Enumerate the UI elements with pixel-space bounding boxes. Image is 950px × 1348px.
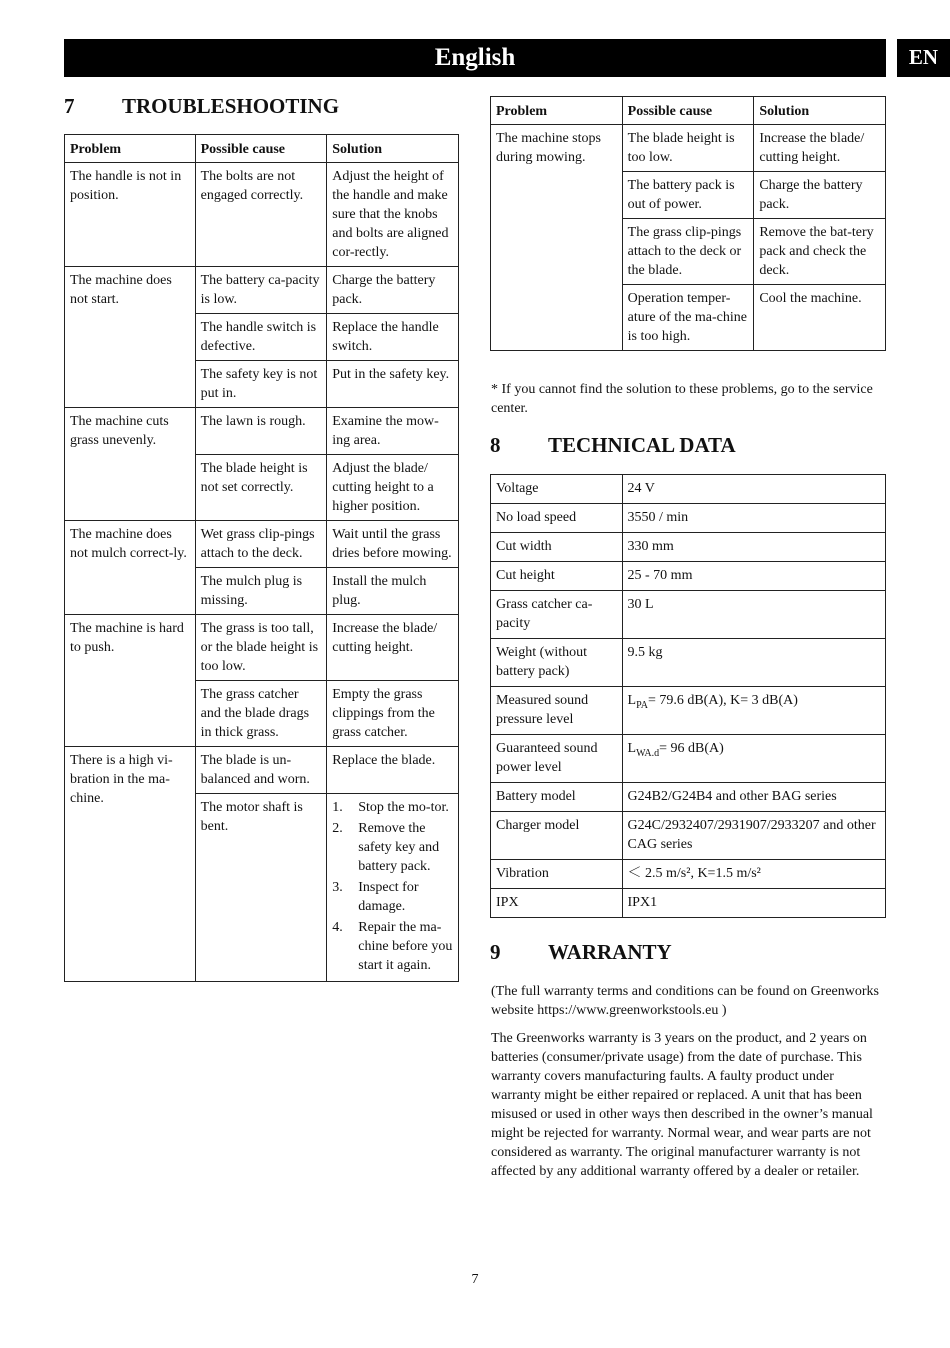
solution-cell — [327, 794, 459, 982]
spec-value: 30 L — [622, 591, 885, 639]
step-number: 1. — [332, 800, 343, 815]
table-row — [491, 591, 886, 639]
solution-cell: Increase the blade/ cutting height. — [327, 615, 459, 681]
spec-value: 25 - 70 mm — [622, 562, 885, 591]
table-row — [491, 687, 886, 735]
column-header-problem: Problem — [65, 135, 196, 163]
column-header-cause: Possible cause — [622, 97, 754, 125]
table-row — [491, 475, 886, 504]
step-text: Stop the mo-tor. — [358, 800, 449, 815]
language-code-tab — [897, 39, 950, 77]
technical-data-table — [490, 474, 886, 918]
spec-label: Charger model — [491, 812, 623, 860]
technical-data-heading — [490, 433, 736, 458]
table-row — [65, 521, 459, 568]
page-number: 7 — [471, 1272, 479, 1287]
solution-cell: Cool the machine. — [754, 285, 886, 351]
cause-cell: The safety key is not put in. — [195, 361, 327, 408]
solution-cell: Remove the bat-tery pack and check the deck. — [754, 219, 886, 285]
table-row — [491, 860, 886, 889]
spec-value-text: = 96 dB(A) — [659, 741, 724, 756]
spec-label: Vibration — [491, 860, 623, 889]
problem-cell: The machine stops during mowing. — [491, 125, 623, 351]
spec-label: IPX — [491, 889, 623, 918]
table-header-row — [65, 135, 459, 163]
table-row — [491, 889, 886, 918]
column-header-solution: Solution — [754, 97, 886, 125]
solution-cell: Increase the blade/ cutting height. — [754, 125, 886, 172]
spec-label: Grass catcher ca-pacity — [491, 591, 623, 639]
solution-cell: Empty the grass clippings from the grass catcher. — [327, 681, 459, 747]
problem-cell: The machine is hard to push. — [65, 615, 196, 747]
spec-value: G24C/2932407/2931907/2933207 and other CAG series — [622, 812, 885, 860]
column-header-cause: Possible cause — [195, 135, 327, 163]
cause-cell: Wet grass clip-pings attach to the deck. — [195, 521, 327, 568]
section-title: TROUBLESHOOTING — [122, 94, 340, 118]
solution-cell: Replace the blade. — [327, 747, 459, 794]
solution-cell: Replace the handle switch. — [327, 314, 459, 361]
table-row — [65, 747, 459, 794]
problem-cell: There is a high vi-bration in the ma-chine. — [65, 747, 196, 982]
cause-cell: The grass clip-pings attach to the deck or the blade. — [622, 219, 754, 285]
table-header-row — [491, 97, 886, 125]
step-number: 3. — [332, 880, 343, 895]
solution-cell: Wait until the grass dries before mowing. — [327, 521, 459, 568]
problem-cell: The handle is not in position. — [65, 163, 196, 267]
solution-cell: Examine the mow-ing area. — [327, 408, 459, 455]
step-text: Repair the ma-chine before you start it again. — [358, 920, 453, 973]
spec-value: 9.5 kg — [622, 639, 885, 687]
spec-symbol: L — [627, 741, 637, 756]
spec-value: 24 V — [622, 475, 885, 504]
spec-label: Voltage — [491, 475, 623, 504]
cause-cell: The grass is too tall, or the blade height is too low. — [195, 615, 327, 681]
problem-cell: The machine does not start. — [65, 267, 196, 408]
spec-value — [622, 687, 885, 735]
spec-label: Guaranteed sound power level — [491, 735, 623, 783]
cause-cell: The battery pack is out of power. — [622, 172, 754, 219]
section-title: TECHNICAL DATA — [548, 433, 736, 457]
cause-cell: The mulch plug is missing. — [195, 568, 327, 615]
table-row — [65, 408, 459, 455]
language-code: EN — [908, 45, 939, 69]
spec-value: 330 mm — [622, 533, 885, 562]
section-number: 8 — [490, 433, 501, 457]
spec-value: ＜ 2.5 m/s², K=1.5 m/s² — [622, 860, 885, 889]
column-header-problem: Problem — [491, 97, 623, 125]
cause-cell: The motor shaft is bent. — [195, 794, 327, 982]
spec-value-text: = 79.6 dB(A), K= 3 dB(A) — [647, 693, 798, 708]
warranty-terms-note: (The full warranty terms and conditions can be found on Greenworks website https://www.greenworkstools.eu ) — [491, 984, 879, 1018]
troubleshooting-heading — [64, 94, 339, 119]
spec-label: Weight (without battery pack) — [491, 639, 623, 687]
table-row — [491, 125, 886, 172]
warranty-heading — [490, 940, 672, 965]
problem-cell: The machine cuts grass unevenly. — [65, 408, 196, 521]
list-item — [332, 819, 453, 876]
spec-subscript: WA.d — [636, 747, 660, 759]
cause-cell: The lawn is rough. — [195, 408, 327, 455]
cause-cell: The battery ca-pacity is low. — [195, 267, 327, 314]
section-title: WARRANTY — [548, 940, 672, 964]
spec-symbol: L — [627, 693, 637, 708]
table-row — [491, 783, 886, 812]
spec-value: G24B2/G24B4 and other BAG series — [622, 783, 885, 812]
step-number: 2. — [332, 821, 343, 836]
list-item — [332, 878, 453, 916]
cause-cell: The grass catcher and the blade drags in thick grass. — [195, 681, 327, 747]
spec-value: IPX1 — [622, 889, 885, 918]
troubleshooting-table-left — [64, 134, 459, 982]
spec-value — [622, 735, 885, 783]
language-banner — [64, 39, 886, 77]
table-row — [491, 533, 886, 562]
spec-label: Cut width — [491, 533, 623, 562]
section-number: 9 — [490, 940, 501, 964]
warranty-description: The Greenworks warranty is 3 years on the product, and 2 years on batteries (consumer/private usage) from the date of purchase. This warranty covers manufacturing faults. A faulty product under warranty might be either repaired or replaced. A unit that has been misused or used in other ways then described in the owner’s manual might be rejected for warranty. Normal wear, and wear parts are not considered as warranty. The original manufacturer warranty is not affected by any additional warranty offered by a dealer or retailer. — [491, 1031, 873, 1179]
spec-subscript: PA — [636, 699, 648, 711]
step-number: 4. — [332, 920, 343, 935]
table-row — [491, 639, 886, 687]
cause-cell: The blade is un-balanced and worn. — [195, 747, 327, 794]
cause-cell: The handle switch is defective. — [195, 314, 327, 361]
problem-cell: The machine does not mulch correct-ly. — [65, 521, 196, 615]
table-row — [491, 812, 886, 860]
list-item — [332, 798, 453, 817]
repair-steps-list — [332, 798, 453, 975]
spec-value: 3550 / min — [622, 504, 885, 533]
cause-cell: The bolts are not engaged correctly. — [195, 163, 327, 267]
cause-cell: The blade height is not set correctly. — [195, 455, 327, 521]
cause-cell: Operation temper-ature of the ma-chine is too high. — [622, 285, 754, 351]
solution-cell: Charge the battery pack. — [754, 172, 886, 219]
spec-label: No load speed — [491, 504, 623, 533]
table-row — [65, 267, 459, 314]
table-row — [65, 615, 459, 681]
spec-label: Measured sound pressure level — [491, 687, 623, 735]
solution-cell: Install the mulch plug. — [327, 568, 459, 615]
solution-cell: Put in the safety key. — [327, 361, 459, 408]
section-number: 7 — [64, 94, 75, 118]
column-header-solution: Solution — [327, 135, 459, 163]
table-row — [491, 504, 886, 533]
language-title: English — [434, 44, 516, 71]
solution-cell: Adjust the blade/ cutting height to a higher position. — [327, 455, 459, 521]
table-row — [65, 163, 459, 267]
step-text: Inspect for damage. — [358, 880, 419, 914]
step-text: Remove the safety key and battery pack. — [358, 821, 440, 874]
list-item — [332, 918, 453, 975]
troubleshooting-footnote: * If you cannot find the solution to these problems, go to the service center. — [491, 382, 873, 416]
spec-label: Cut height — [491, 562, 623, 591]
solution-cell: Adjust the height of the handle and make sure that the knobs and bolts are aligned cor-rectly. — [327, 163, 459, 267]
table-row — [491, 735, 886, 783]
troubleshooting-table-right — [490, 96, 886, 351]
cause-cell: The blade height is too low. — [622, 125, 754, 172]
spec-label: Battery model — [491, 783, 623, 812]
table-row — [491, 562, 886, 591]
solution-cell: Charge the battery pack. — [327, 267, 459, 314]
